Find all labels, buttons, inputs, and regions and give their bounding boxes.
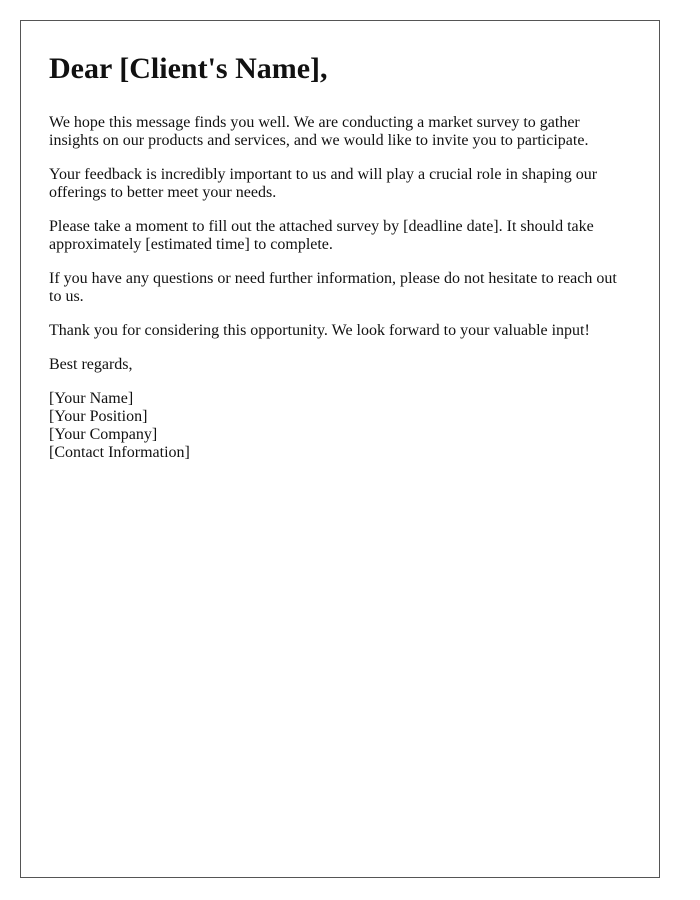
signature-position: [Your Position] (49, 408, 148, 425)
letter-paragraph-intro: We hope this message finds you well. We are conducting a market survey to gather insights on our products and services, and we would like to invite you to participate. (49, 114, 589, 149)
signature-contact: [Contact Information] (49, 444, 190, 461)
letter-closing: Best regards, (49, 356, 133, 373)
signature-block (49, 390, 631, 462)
letter-paragraph-thanks: Thank you for considering this opportunity. We look forward to your valuable input! (49, 322, 590, 339)
letter-paragraph-feedback: Your feedback is incredibly important to us and will play a crucial role in shaping our offerings to better meet your needs. (49, 166, 598, 201)
letter-paragraph-questions: If you have any questions or need further information, please do not hesitate to reach out to us. (49, 270, 617, 305)
letter-page (20, 20, 660, 878)
signature-name: [Your Name] (49, 390, 134, 407)
signature-company: [Your Company] (49, 426, 158, 443)
letter-greeting: Dear [Client's Name], (49, 52, 328, 85)
letter-paragraph-survey-request: Please take a moment to fill out the attached survey by [deadline date]. It should take approximately [estimated time] to complete. (49, 218, 594, 253)
